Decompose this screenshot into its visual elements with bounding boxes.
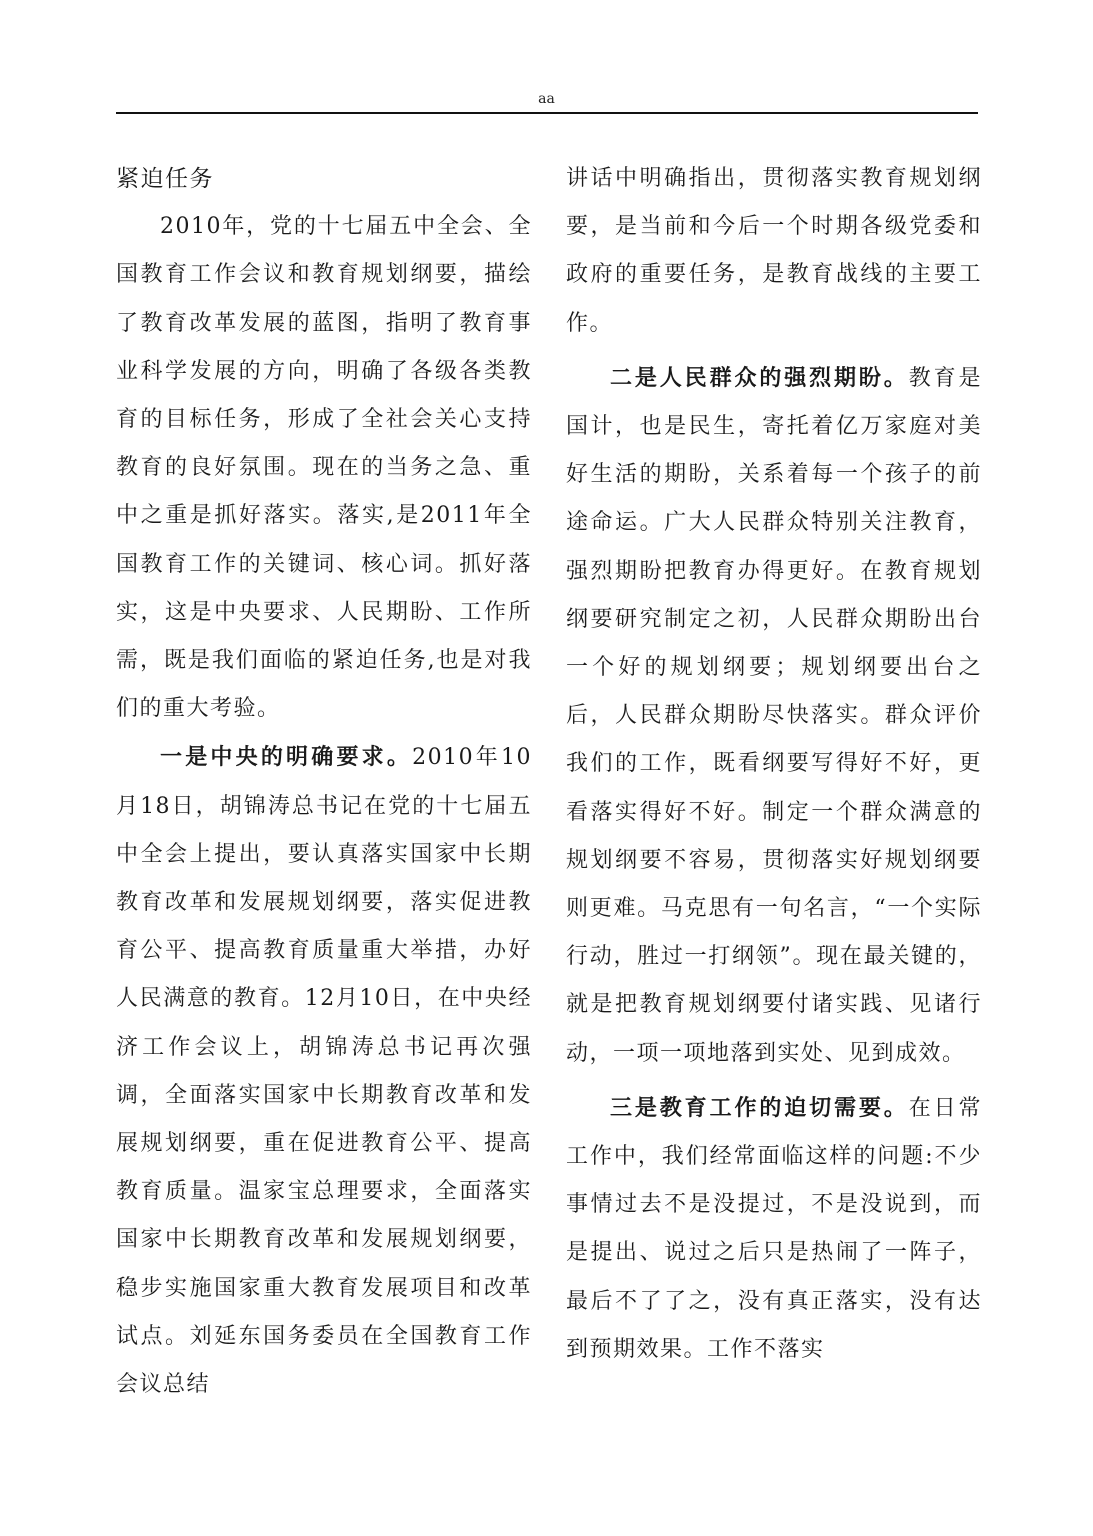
header-rule: [116, 112, 978, 114]
paragraph-continued: [566, 155, 982, 348]
paragraph-intro: [116, 203, 532, 733]
left-column: [116, 155, 532, 1409]
paragraph-lead: 一是中央的明确要求。: [160, 744, 413, 771]
page-header: aa: [538, 91, 555, 107]
paragraph-public-expectation: [566, 354, 982, 1078]
paragraph-central-requirement: [116, 733, 532, 1409]
section-title: 紧迫任务: [116, 166, 214, 192]
paragraph-body: 教育是国计，也是民生，寄托着亿万家庭对美好生活的期盼，关系着每一个孩子的前途命运。广大人民群众特别关注教育，强烈期盼把教育办得更好。在教育规划纲要研究制定之初，人民群众期盼出台一个好的规划纲要；规划纲要出台之后，人民群众期盼尽快落实。群众评价我们的工作，既看纲要写得好不好，更看落实得好不好。制定一个群众满意的规划纲要不容易，贯彻落实好规划纲要则更难。马克思有一句名言，“一个实际行动，胜过一打纲领”。现在最关键的，就是把教育规划纲要付诸实践、见诸行动，一项一项地落到实处、见到成效。: [566, 365, 982, 1066]
paragraph-lead: 二是人民群众的强烈期盼。: [610, 364, 909, 391]
paragraph-body: 2010年10月18日，胡锦涛总书记在党的十七届五中全会上提出，要认真落实国家中长期教育改革和发展规划纲要，落实促进教育公平、提高教育质量重大举措，办好人民满意的教育。12月10日，在中央经济工作会议上，胡锦涛总书记再次强调，全面落实国家中长期教育改革和发展规划纲要，重在促进教育公平、提高教育质量。温家宝总理要求，全面落实国家中长期教育改革和发展规划纲要，稳步实施国家重大教育发展项目和改革试点。刘延东国务委员在全国教育工作会议总结: [116, 745, 532, 1398]
right-column: [566, 155, 982, 1374]
paragraph-body: 在日常工作中，我们经常面临这样的问题:不少事情过去不是没提过，不是没说到，而是提出、说过之后只是热闹了一阵子，最后不了了之，没有真正落实，没有达到预期效果。工作不落实: [566, 1095, 982, 1362]
paragraph-lead: 三是教育工作的迫切需要。: [610, 1094, 909, 1121]
paragraph-work-need: [566, 1084, 982, 1374]
paragraph-continued-text: 讲话中明确指出，贯彻落实教育规划纲要，是当前和今后一个时期各级党委和政府的重要任务，是教育战线的主要工作。: [566, 166, 982, 336]
paragraph-intro-text: 2010年，党的十七届五中全会、全国教育工作会议和教育规划纲要，描绘了教育改革发展的蓝图，指明了教育事业科学发展的方向，明确了各级各类教育的目标任务，形成了全社会关心支持教育的良好氛围。现在的当务之急、重中之重是抓好落实。落实,是2011年全国教育工作的关键词、核心词。抓好落实，这是中央要求、人民期盼、工作所需，既是我们面临的紧迫任务,也是对我们的重大考验。: [116, 214, 532, 722]
